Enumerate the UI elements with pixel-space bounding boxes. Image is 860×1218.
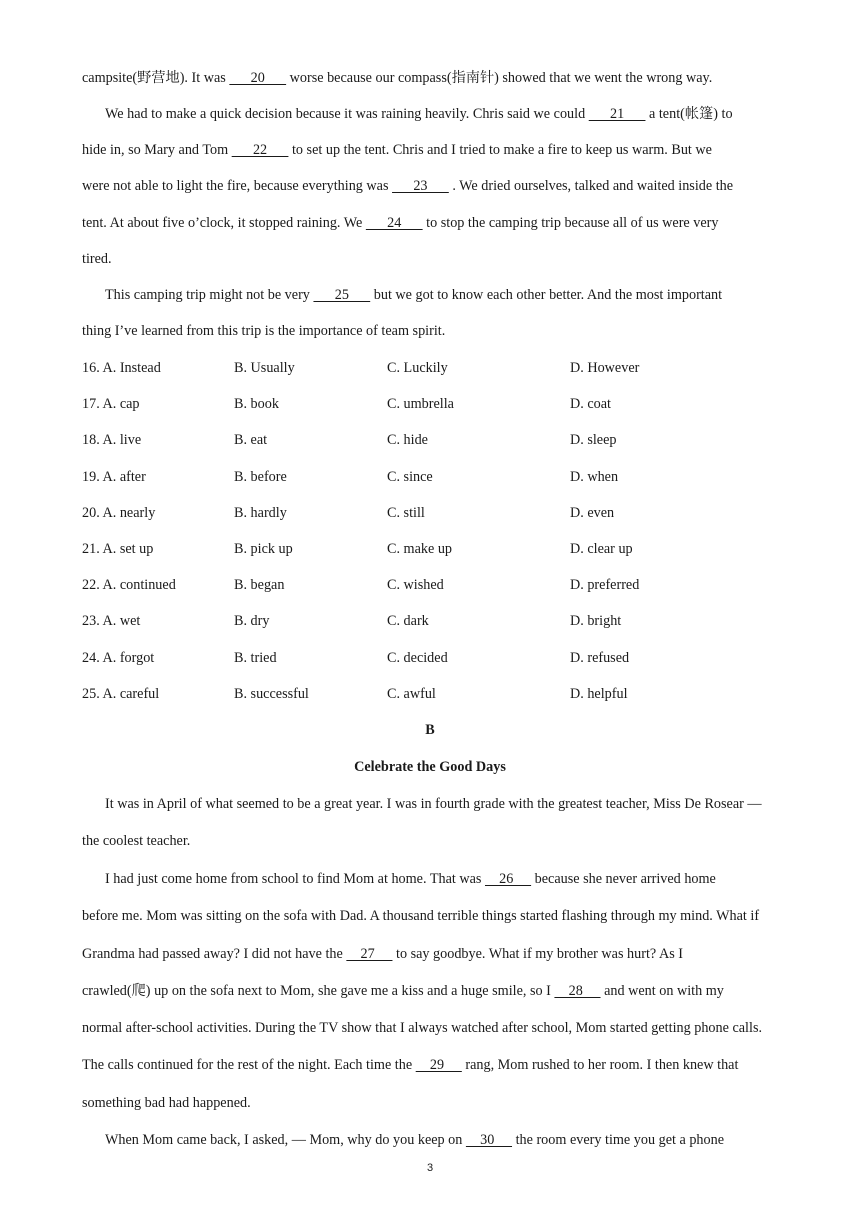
option-d: D. coat <box>570 396 611 413</box>
blank-28: 28 <box>554 983 601 999</box>
text-segment: crawled(爬) up on the sofa next to Mom, she gave me a kiss and a huge smile, so I <box>82 983 555 999</box>
option-c: C. umbrella <box>387 396 454 413</box>
option-row <box>82 648 818 668</box>
option-c: C. make up <box>387 541 453 557</box>
option-row <box>82 358 818 378</box>
option-b: B. eat <box>234 432 268 449</box>
option-row <box>82 611 818 631</box>
passage-b-line <box>82 831 818 851</box>
option-d: D. when <box>570 468 619 485</box>
option-a: 16. A. Instead <box>82 360 161 376</box>
option-row <box>82 503 818 523</box>
option-b: B. pick up <box>234 541 293 557</box>
text-segment: I had just come home from school to find Mom at home. That was <box>105 871 485 887</box>
option-b: B. hardly <box>234 504 287 521</box>
option-c: C. still <box>387 504 425 521</box>
text-segment: rang, Mom rushed to her room. I then knew that <box>465 1057 739 1073</box>
option-row <box>82 430 818 450</box>
passage-a-line <box>105 285 841 305</box>
option-b: B. began <box>234 577 285 594</box>
blank-27: 27 <box>346 946 393 962</box>
option-c: C. awful <box>387 685 436 702</box>
blank-26: 26 <box>484 871 532 887</box>
option-d: D. refused <box>570 649 630 666</box>
option-a: 24. A. forgot <box>82 649 155 666</box>
option-c: C. hide <box>387 432 428 449</box>
passage-a-line <box>82 176 818 196</box>
text-segment: hide in, so Mary and Tom <box>82 142 232 158</box>
option-c: C. since <box>387 468 433 485</box>
blank-23: 23 <box>392 178 449 194</box>
blank-22: 22 <box>231 142 289 158</box>
text-segment: to stop the camping trip because all of us were very <box>426 215 719 231</box>
text-segment: and went on with my <box>604 983 724 999</box>
text-segment: something bad had happened. <box>82 1095 251 1111</box>
passage-b-line <box>82 944 818 964</box>
text-segment: thing I’ve learned from this trip is the importance of team spirit. <box>82 323 446 339</box>
option-b: B. dry <box>234 613 270 630</box>
text-segment: a tent(帐篷) to <box>649 106 733 122</box>
option-d: D. bright <box>570 613 622 630</box>
text-segment: normal after-school activities. During the TV show that I always watched after school, Mom started getting phone calls. <box>82 1020 763 1036</box>
blank-25: 25 <box>313 287 371 303</box>
option-row <box>82 467 818 487</box>
option-d: D. clear up <box>570 541 633 557</box>
option-b: B. Usually <box>234 360 295 376</box>
option-d: D. even <box>570 504 615 521</box>
text-segment: to say goodbye. What if my brother was hurt? As I <box>396 946 683 962</box>
passage-a-line <box>82 213 818 233</box>
option-a: 18. A. live <box>82 432 142 449</box>
passage-b-line <box>105 794 841 814</box>
option-d: D. sleep <box>570 432 617 449</box>
text-segment: the room every time you get a phone <box>515 1132 724 1148</box>
option-c: C. dark <box>387 613 429 630</box>
option-c: C. wished <box>387 577 444 594</box>
text-segment: It was in April of what seemed to be a great year. I was in fourth grade with the greatest teacher, Miss De Rosear — <box>105 796 762 812</box>
passage-b-line <box>82 1018 818 1038</box>
text-segment: worse because our compass(指南针) showed that we went the wrong way. <box>289 70 713 86</box>
option-d: D. However <box>570 360 640 376</box>
option-a: 23. A. wet <box>82 613 141 630</box>
text-segment: tired. <box>82 251 112 267</box>
option-row <box>82 539 818 559</box>
option-c: C. decided <box>387 649 448 666</box>
passage-a-line <box>105 104 841 124</box>
text-segment: because she never arrived home <box>534 871 716 887</box>
option-c: C. Luckily <box>387 360 448 376</box>
blank-24: 24 <box>365 215 423 231</box>
passage-b-line <box>105 1130 841 1150</box>
blank-30: 30 <box>465 1132 513 1148</box>
option-b: B. book <box>234 396 279 413</box>
passage-a-line <box>82 249 818 269</box>
text-segment: to set up the tent. Chris and I tried to make a fire to keep us warm. But we <box>291 142 712 158</box>
option-a: 17. A. cap <box>82 396 140 413</box>
passage-b-line <box>105 869 841 889</box>
passage-b-line <box>82 981 818 1001</box>
option-row <box>82 394 818 414</box>
option-b: B. successful <box>234 685 309 702</box>
passage-a-line <box>82 140 818 160</box>
blank-20: 20 <box>229 70 287 86</box>
text-segment: before me. Mom was sitting on the sofa with Dad. A thousand terrible things started flashing through my mind. What if <box>82 908 760 924</box>
option-row <box>82 575 818 595</box>
text-segment: but we got to know each other better. And the most important <box>373 287 723 303</box>
text-segment: . We dried ourselves, talked and waited inside the <box>452 178 734 194</box>
text-segment: tent. At about five o’clock, it stopped raining. We <box>82 215 366 231</box>
text-segment: the coolest teacher. <box>82 833 191 849</box>
passage-b-line <box>82 1055 818 1075</box>
option-d: D. helpful <box>570 685 628 702</box>
passage-b-line <box>82 906 818 926</box>
section-label: B <box>425 722 435 738</box>
blank-29: 29 <box>415 1057 462 1073</box>
option-a: 20. A. nearly <box>82 504 156 521</box>
option-a: 19. A. after <box>82 468 146 485</box>
option-a: 25. A. careful <box>82 685 160 702</box>
option-b: B. tried <box>234 649 277 666</box>
option-row <box>82 684 818 704</box>
text-segment: When Mom came back, I asked, ― Mom, why do you keep on <box>105 1132 466 1148</box>
text-segment: were not able to light the fire, because everything was <box>82 178 393 194</box>
text-segment: Grandma had passed away? I did not have the <box>82 946 347 962</box>
passage-title: Celebrate the Good Days <box>354 759 506 775</box>
option-a: 21. A. set up <box>82 541 154 557</box>
text-segment: The calls continued for the rest of the night. Each time the <box>82 1057 416 1073</box>
passage-a-line <box>82 68 818 88</box>
option-d: D. preferred <box>570 577 640 594</box>
option-a: 22. A. continued <box>82 577 176 594</box>
text-segment: We had to make a quick decision because it was raining heavily. Chris said we could <box>105 106 589 122</box>
option-b: B. before <box>234 468 287 485</box>
page-number: 3 <box>426 1162 434 1174</box>
blank-21: 21 <box>588 106 646 122</box>
text-segment: This camping trip might not be very <box>105 287 314 303</box>
passage-a-line <box>82 321 818 341</box>
passage-b-line <box>82 1093 818 1113</box>
text-segment: campsite(野营地). It was <box>82 70 230 86</box>
